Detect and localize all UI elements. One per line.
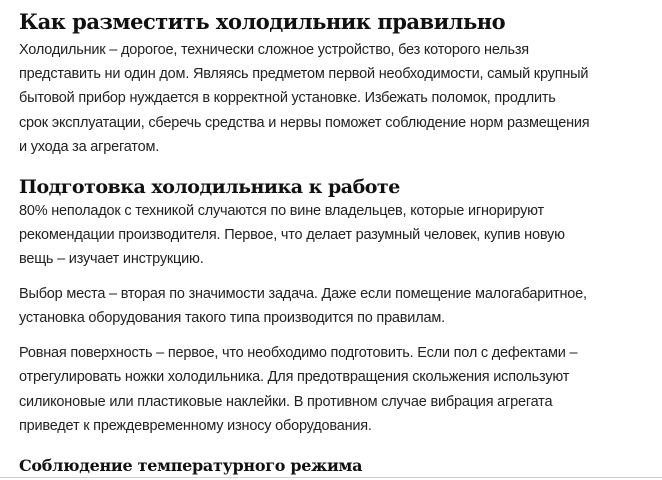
text-line: 80% неполадок с техникой случаются по вине владельцев, которые игнорируют xyxy=(19,203,544,219)
text-line: срок эксплуатации, сберечь средства и нервы поможет соблюдение норм размещения xyxy=(19,115,590,131)
text-line: Холодильник – дорогое, технически сложное устройство, без которого нельзя xyxy=(19,42,529,58)
text-line: Ровная поверхность – первое, что необходимо подготовить. Если пол с дефектами – xyxy=(19,345,578,361)
text-line: и ухода за агрегатом. xyxy=(19,139,160,155)
text-line: отрегулировать ножки холодильника. Для предотвращения скольжения используют xyxy=(19,369,570,385)
text-line: силиконовые или пластиковые наклейки. В противном случае вибрация агрегата xyxy=(19,394,553,410)
text-line: установка оборудования такого типа производится по правилам. xyxy=(19,310,445,326)
text-line: приведет к преждевременному износу оборудования. xyxy=(19,418,372,434)
text-line: бытовой прибор нуждается в корректной установке. Избежать поломок, продлить xyxy=(19,90,556,106)
page-title: Как разместить холодильник правильно xyxy=(19,9,506,34)
section-heading: Соблюдение температурного режима xyxy=(19,456,363,475)
text-line: Выбор места – вторая по значимости задача. Даже если помещение малогабаритное, xyxy=(19,286,587,302)
text-line: вещь – изучает инструкцию. xyxy=(19,251,204,267)
divider xyxy=(0,477,662,478)
text-line: представить ни один дом. Являясь предметом первой необходимости, самый крупный xyxy=(19,66,589,82)
section-heading: Подготовка холодильника к работе xyxy=(19,176,400,198)
text-line: рекомендации производителя. Первое, что делает разумный человек, купив новую xyxy=(19,227,565,243)
